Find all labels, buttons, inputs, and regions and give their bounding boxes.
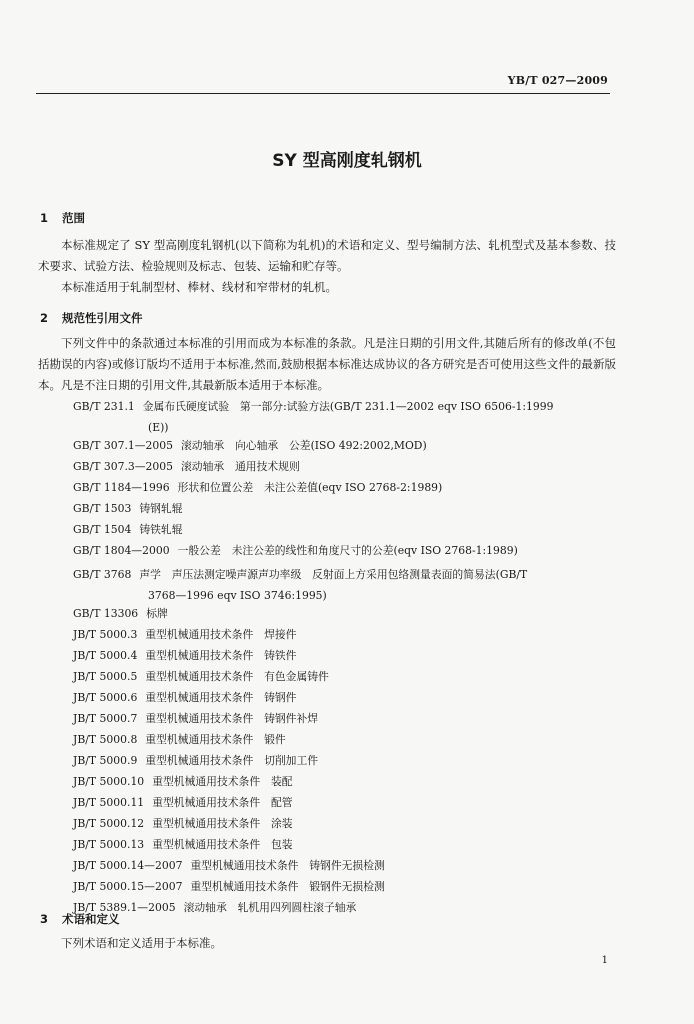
reference-item: JB/T 5000.4 重型机械通用技术条件 铸铁件 [73, 649, 297, 662]
standard-code: YB/T 027—2009 [507, 74, 608, 87]
section-number: 3 [40, 912, 49, 926]
reference-item: JB/T 5000.5 重型机械通用技术条件 有色金属铸件 [73, 670, 329, 683]
reference-item: JB/T 5000.14—2007 重型机械通用技术条件 铸钢件无损检测 [73, 859, 385, 872]
document-title: SY 型高刚度轧钢机 [272, 151, 422, 171]
reference-item: GB/T 3768 声学 声压法测定噪声源声功率级 反射面上方采用包络测量表面的简易法(GB/T 3768—1996 eqv ISO 3746:1995) [73, 568, 528, 602]
reference-item: GB/T 1503 铸钢轧辊 [73, 502, 183, 515]
reference-item: JB/T 5000.7 重型机械通用技术条件 铸钢件补焊 [73, 712, 319, 725]
header-rule [36, 93, 610, 94]
reference-item: GB/T 1504 铸铁轧辊 [73, 523, 183, 536]
reference-item: JB/T 5000.12 重型机械通用技术条件 涂装 [73, 817, 293, 830]
reference-item: JB/T 5000.3 重型机械通用技术条件 焊接件 [73, 628, 297, 641]
section-title: 范围 [62, 211, 85, 225]
reference-item: JB/T 5000.6 重型机械通用技术条件 铸钢件 [73, 691, 297, 704]
reference-item: GB/T 1184—1996 形状和位置公差 未注公差值(eqv ISO 2768-2:1989) [73, 481, 443, 494]
section-number: 1 [40, 211, 49, 225]
reference-item: GB/T 1804—2000 一般公差 未注公差的线性和角度尺寸的公差(eqv ISO 2768-1:1989) [73, 544, 518, 557]
reference-item: JB/T 5389.1—2005 滚动轴承 轧机用四列圆柱滚子轴承 [73, 901, 357, 914]
reference-item: JB/T 5000.13 重型机械通用技术条件 包装 [73, 838, 293, 851]
section-title: 规范性引用文件 [62, 311, 143, 325]
reference-item: JB/T 5000.11 重型机械通用技术条件 配管 [73, 796, 293, 809]
section-number: 2 [40, 311, 49, 325]
section-1-paragraph-2: 本标准适用于轧制型材、棒材、线材和窄带材的轧机。 [61, 280, 337, 294]
section-1-paragraph-1: 本标准规定了 SY 型高刚度轧钢机(以下简称为轧机)的术语和定义、型号编制方法、轧机型式及基本参数、技术要求、试验方法、检验规则及标志、包装、运输和贮存等。 [38, 238, 616, 273]
section-2-paragraph-1: 下列文件中的条款通过本标准的引用而成为本标准的条款。凡是注日期的引用文件,其随后所有的修改单(不包括勘误的内容)或修订版均不适用于本标准,然而,鼓励根据本标准达成协议的各方研究是否可使用这些文件的最新版本。凡是不注日期的引用文件,其最新版本适用于本标准。 [38, 336, 616, 392]
section-2-heading [40, 310, 143, 326]
page-number: 1 [601, 955, 608, 966]
section-1-heading [40, 210, 85, 226]
section-title: 术语和定义 [62, 912, 120, 926]
section-3-heading [40, 911, 120, 927]
reference-item: JB/T 5000.15—2007 重型机械通用技术条件 锻钢件无损检测 [73, 880, 385, 893]
reference-item: GB/T 13306 标牌 [73, 607, 168, 620]
reference-item: JB/T 5000.8 重型机械通用技术条件 锻件 [73, 733, 286, 746]
reference-item: GB/T 307.1—2005 滚动轴承 向心轴承 公差(ISO 492:2002,MOD) [73, 439, 427, 452]
reference-item: JB/T 5000.9 重型机械通用技术条件 切削加工件 [73, 754, 319, 767]
reference-item: GB/T 307.3—2005 滚动轴承 通用技术规则 [73, 460, 300, 473]
reference-item: GB/T 231.1 金属布氏硬度试验 第一部分:试验方法(GB/T 231.1—2002 eqv ISO 6506-1:1999 (E)) [73, 400, 554, 434]
reference-item: JB/T 5000.10 重型机械通用技术条件 装配 [73, 775, 293, 788]
section-3-paragraph-1: 下列术语和定义适用于本标准。 [61, 936, 222, 950]
